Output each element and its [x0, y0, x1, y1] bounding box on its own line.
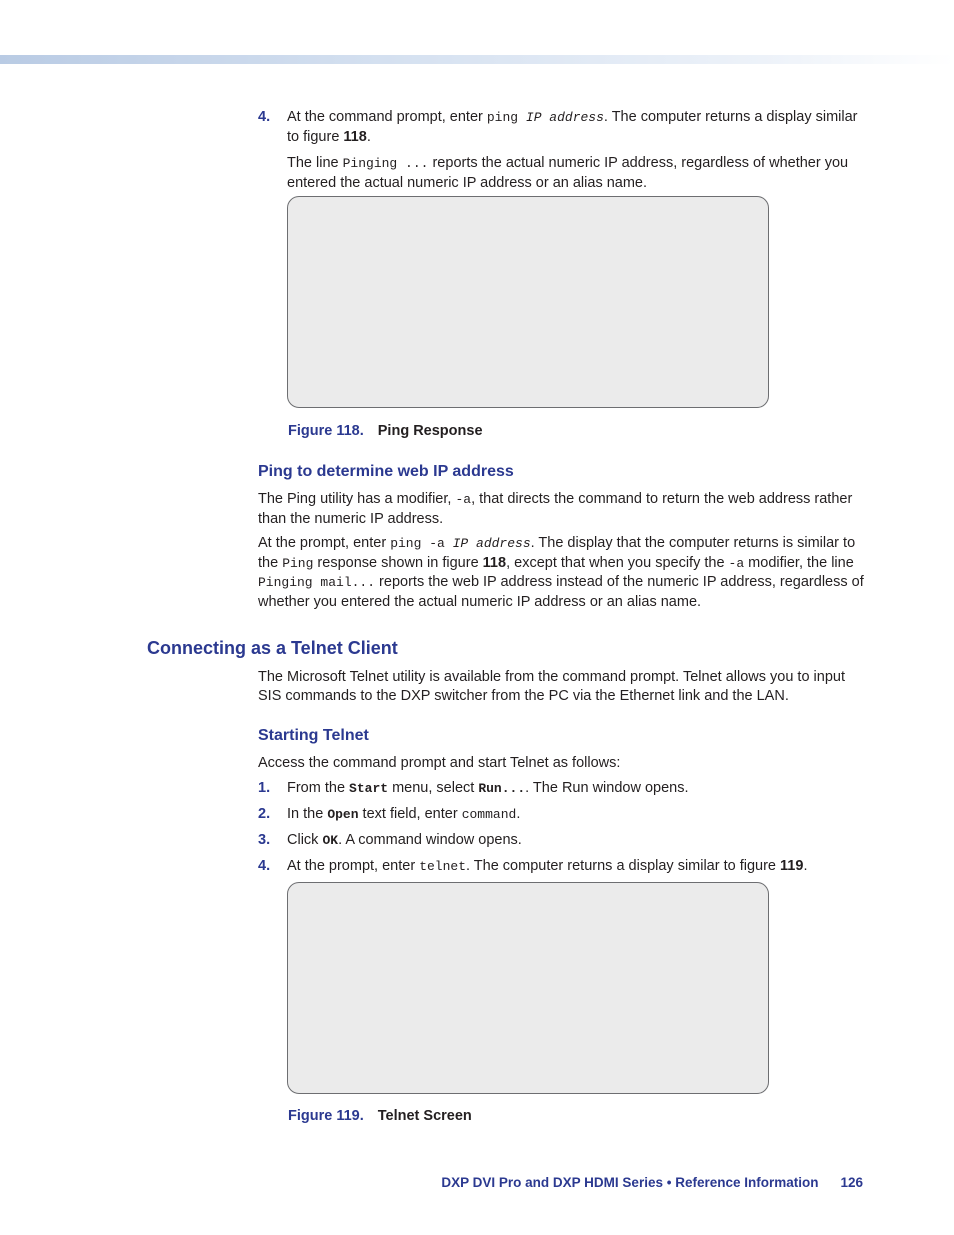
step-number: 4. [258, 109, 271, 125]
ping-web-paragraph-1: The Ping utility has a modifier, -a, that directs the command to return the web address rather than the numeric IP address. [258, 491, 853, 527]
page-footer [441, 1174, 863, 1193]
figure-119-caption: Figure 119. Telnet Screen [288, 1108, 472, 1124]
telnet-heading: Connecting as a Telnet Client [147, 638, 398, 658]
header-gradient-bar [0, 55, 954, 64]
pinging-note: The line Pinging ... reports the actual numeric IP address, regardless of whether you entered the actual numeric IP address or an alias name. [287, 155, 849, 191]
footer-title: DXP DVI Pro and DXP HDMI Series • Reference Information [441, 1175, 819, 1190]
starting-telnet-intro: Access the command prompt and start Telnet as follows: [258, 755, 621, 771]
ping-web-heading: Ping to determine web IP address [258, 463, 514, 480]
page-number: 126 [840, 1175, 863, 1190]
figure-118-image [287, 196, 769, 408]
figure-119-image [287, 882, 769, 1094]
step-text: At the command prompt, enter ping IP address. The computer returns a display similar to figure 118. The line Pinging ... reports the actual numeric IP address, regardless of whether you entered the actual numeric IP address or an alias name. [287, 108, 867, 192]
starting-telnet-heading: Starting Telnet [258, 727, 369, 744]
figure-118-caption: Figure 118. Ping Response [288, 423, 483, 439]
telnet-intro: The Microsoft Telnet utility is available from the command prompt. Telnet allows you to input SIS commands to the DXP switcher from the PC via the Ethernet link and the LAN. [258, 669, 845, 704]
ping-web-paragraph-2: At the prompt, enter ping -a IP address. The display that the computer returns is similar to the Ping response shown in figure 118, except that when you specify the -a modifier, the line Pinging mail... reports the web IP address instead of the numeric IP address, regardless of whether you entered the actual numeric IP address or an alias name. [258, 535, 864, 610]
